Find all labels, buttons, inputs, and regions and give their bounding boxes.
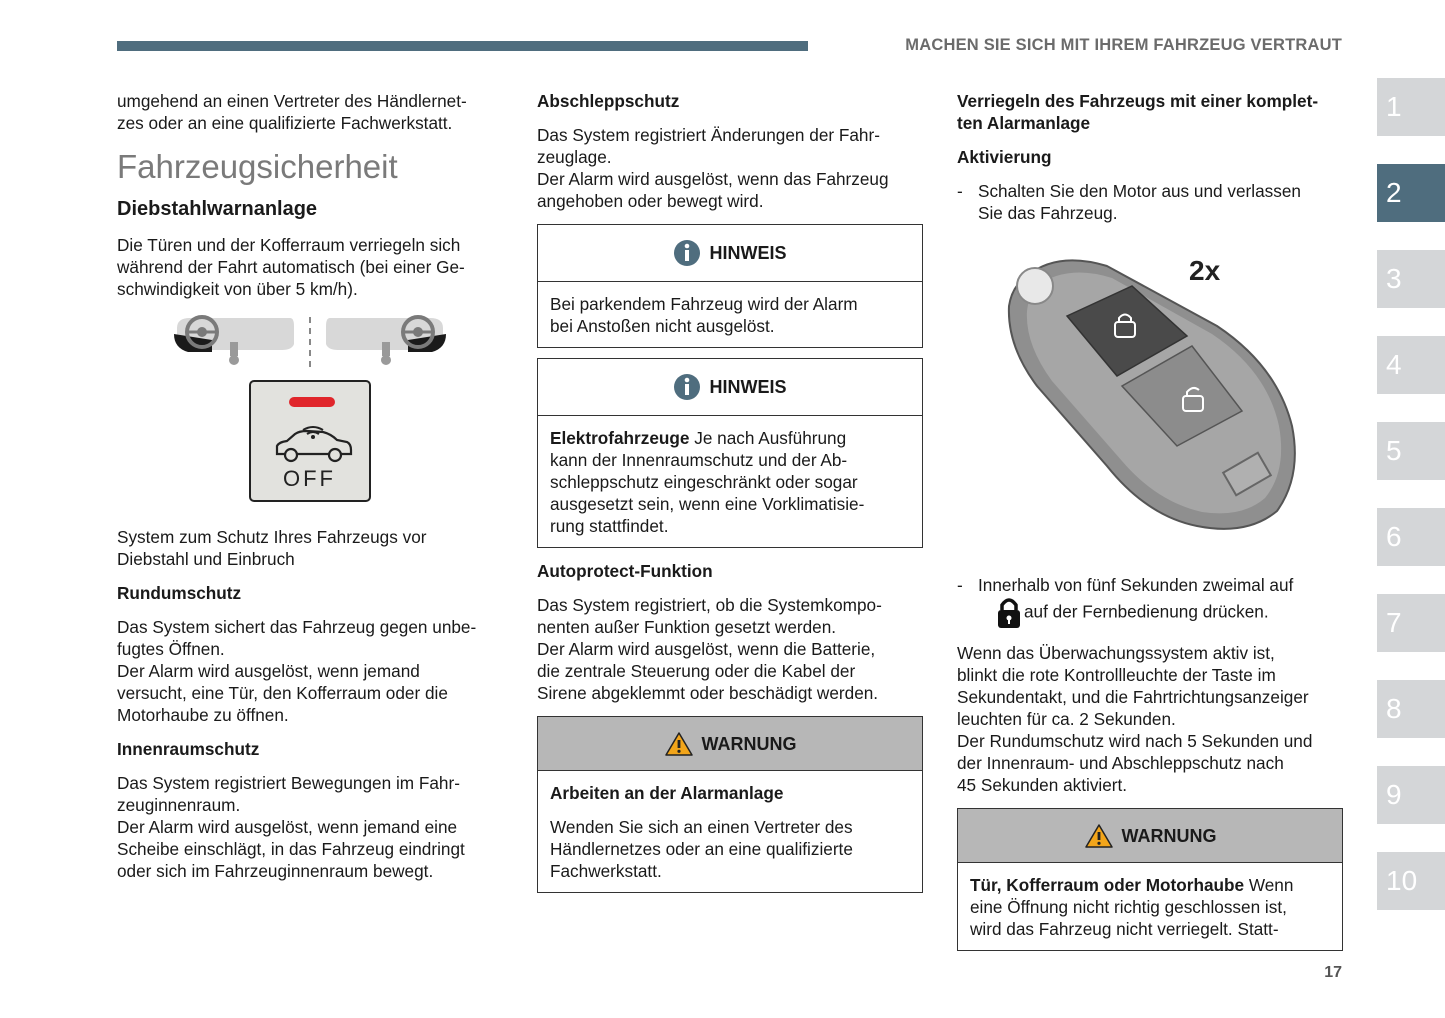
warning-header xyxy=(958,809,1342,863)
warning-title: WARNUNG xyxy=(701,733,797,754)
warning-text: Wenden Sie sich an einen Vertreter des Händlernetzes oder an eine qualifizierte Fachwerkstatt. xyxy=(550,817,853,881)
right-hand-drive-icon xyxy=(323,314,448,370)
off-label: OFF xyxy=(283,466,336,491)
chapter-tab-7[interactable]: 7 xyxy=(1377,594,1445,652)
warning-box xyxy=(537,716,923,893)
note-title: HINWEIS xyxy=(709,377,787,397)
warning-title: WARNUNG xyxy=(1121,825,1217,846)
running-header: MACHEN SIE SICH MIT IHREM FAHRZEUG VERTRAUT xyxy=(905,36,1342,54)
rundumschutz-heading: Rundumschutz xyxy=(117,583,242,603)
note-box-2 xyxy=(537,358,923,548)
step-1: - Schalten Sie den Motor aus und verlassen Sie das Fahrzeug. xyxy=(957,181,1301,223)
chapter-tab-8[interactable]: 8 xyxy=(1377,680,1445,738)
note-text-rest: Je nach Ausführung kann der Innenraumschutz und der Ab- schleppschutz eingeschränkt oder sogar ausgesetzt sein, wenn eine Vorklimatisie- rung stattfindet. xyxy=(550,428,865,536)
press-count-label: 2x xyxy=(1189,255,1221,286)
activation-heading: Aktivierung xyxy=(957,147,1052,167)
header-accent-bar xyxy=(117,41,808,51)
chapter-tab-3[interactable]: 3 xyxy=(1377,250,1445,308)
key-fob-illustration xyxy=(957,236,1343,566)
column-middle xyxy=(537,90,923,903)
locking-heading: Verriegeln des Fahrzeugs mit einer komplet- ten Alarmanlage xyxy=(957,91,1319,133)
padlock-icon xyxy=(996,596,1022,630)
rundumschutz-text: Das System sichert das Fahrzeug gegen unbe- fugtes Öffnen. Der Alarm wird ausgelöst, wenn jemand versucht, eine Tür, den Kofferraum oder die Motorhaube zu öffnen. xyxy=(117,617,477,725)
note-text: Bei parkendem Fahrzeug wird der Alarm bei Anstoßen nicht ausgelöst. xyxy=(550,294,858,336)
intro-text: umgehend an einen Vertreter des Händlernet- zes oder an eine qualifizierte Fachwerkstatt. xyxy=(117,91,467,133)
divider-dashed-icon xyxy=(307,317,313,367)
warning-heading: Arbeiten an der Alarmanlage xyxy=(550,783,784,803)
note-bold-lead: Elektrofahrzeuge xyxy=(550,428,690,448)
system-caption: System zum Schutz Ihres Fahrzeugs vor Diebstahl und Einbruch xyxy=(117,527,427,569)
abschleppschutz-text: Das System registriert Änderungen der Fahr- zeuglage. Der Alarm wird ausgelöst, wenn das Fahrzeug angehoben oder bewegt wird. xyxy=(537,125,889,211)
note-box-1 xyxy=(537,224,923,348)
chapter-tab-2[interactable]: 2 xyxy=(1377,164,1445,222)
page-number: 17 xyxy=(1324,964,1342,981)
chapter-tab-4[interactable]: 4 xyxy=(1377,336,1445,394)
column-left xyxy=(117,90,502,894)
chapter-tab-6[interactable]: 6 xyxy=(1377,508,1445,566)
warning-triangle-icon xyxy=(664,731,694,757)
note-text xyxy=(550,427,910,537)
chapter-tab-5[interactable]: 5 xyxy=(1377,422,1445,480)
note-title: HINWEIS xyxy=(709,243,787,263)
abschleppschutz-heading: Abschleppschutz xyxy=(537,91,680,111)
info-circle-icon xyxy=(673,373,701,401)
warning-header xyxy=(538,717,922,771)
car-alarm-icon xyxy=(273,420,353,466)
innenraumschutz-heading: Innenraumschutz xyxy=(117,739,260,759)
note-header xyxy=(538,225,922,282)
red-indicator-led xyxy=(289,397,335,407)
chapter-tabs xyxy=(1377,78,1445,938)
alarm-off-button xyxy=(249,380,371,502)
warning-bold-lead: Tür, Kofferraum oder Motorhaube xyxy=(970,875,1245,895)
note-header xyxy=(538,359,922,416)
chapter-tab-9[interactable]: 9 xyxy=(1377,766,1445,824)
warning-text xyxy=(970,874,1330,940)
steering-wheel-illustration xyxy=(117,312,502,372)
key-fob-icon xyxy=(997,246,1317,546)
doors-text: Die Türen und der Kofferraum verriegeln sich während der Fahrt automatisch (bei einer Ge- schwindigkeit von über 5 km/h). xyxy=(117,235,465,299)
warning-triangle-icon xyxy=(1084,823,1114,849)
autoprotect-text: Das System registriert, ob die Systemkompo- nenten außer Funktion gesetzt werden. Der Alarm wird ausgelöst, wenn die Batterie, die zentrale Steuerung oder die Kabel der Sirene abgeklemmt oder beschädigt werden. xyxy=(537,595,882,703)
info-circle-icon xyxy=(673,239,701,267)
chapter-tab-1[interactable]: 1 xyxy=(1377,78,1445,136)
step-2-text-a: Innerhalb von fünf Sekunden zweimal auf xyxy=(978,575,1294,595)
step-1-text: Schalten Sie den Motor aus und verlassen Sie das Fahrzeug. xyxy=(978,181,1301,223)
step-2: - Innerhalb von fünf Sekunden zweimal auf auf der Fernbedienung drücken. xyxy=(957,574,1343,630)
chapter-tab-10[interactable]: 10 xyxy=(1377,852,1445,910)
warning-text-rest: Wenn eine Öffnung nicht richtig geschlossen ist, wird das Fahrzeug nicht verriegelt. Statt- xyxy=(970,875,1294,939)
left-hand-drive-icon xyxy=(172,314,297,370)
step-2-text-b: auf der Fernbedienung drücken. xyxy=(1024,601,1269,622)
monitoring-text: Wenn das Überwachungssystem aktiv ist, blinkt die rote Kontrollleuchte der Taste im Sekundentakt, und die Fahrtrichtungsanzeiger leuchten für ca. 2 Sekunden. Der Rundumschutz wird nach 5 Sekunden und der Innenraum- und Abschleppschutz nach 45 Sekunden aktiviert. xyxy=(957,643,1313,795)
section-title: Fahrzeugsicherheit xyxy=(117,148,398,185)
autoprotect-heading: Autoprotect-Funktion xyxy=(537,561,713,581)
column-right xyxy=(957,90,1343,939)
warning-box-2 xyxy=(957,808,1343,951)
subsection-title: Diebstahlwarnanlage xyxy=(117,198,318,220)
innenraumschutz-text: Das System registriert Bewegungen im Fahr- zeuginnenraum. Der Alarm wird ausgelöst, wenn jemand eine Scheibe einschlägt, in das Fahrzeug eindringt oder sich im Fahrzeuginnenraum bewegt. xyxy=(117,773,465,881)
